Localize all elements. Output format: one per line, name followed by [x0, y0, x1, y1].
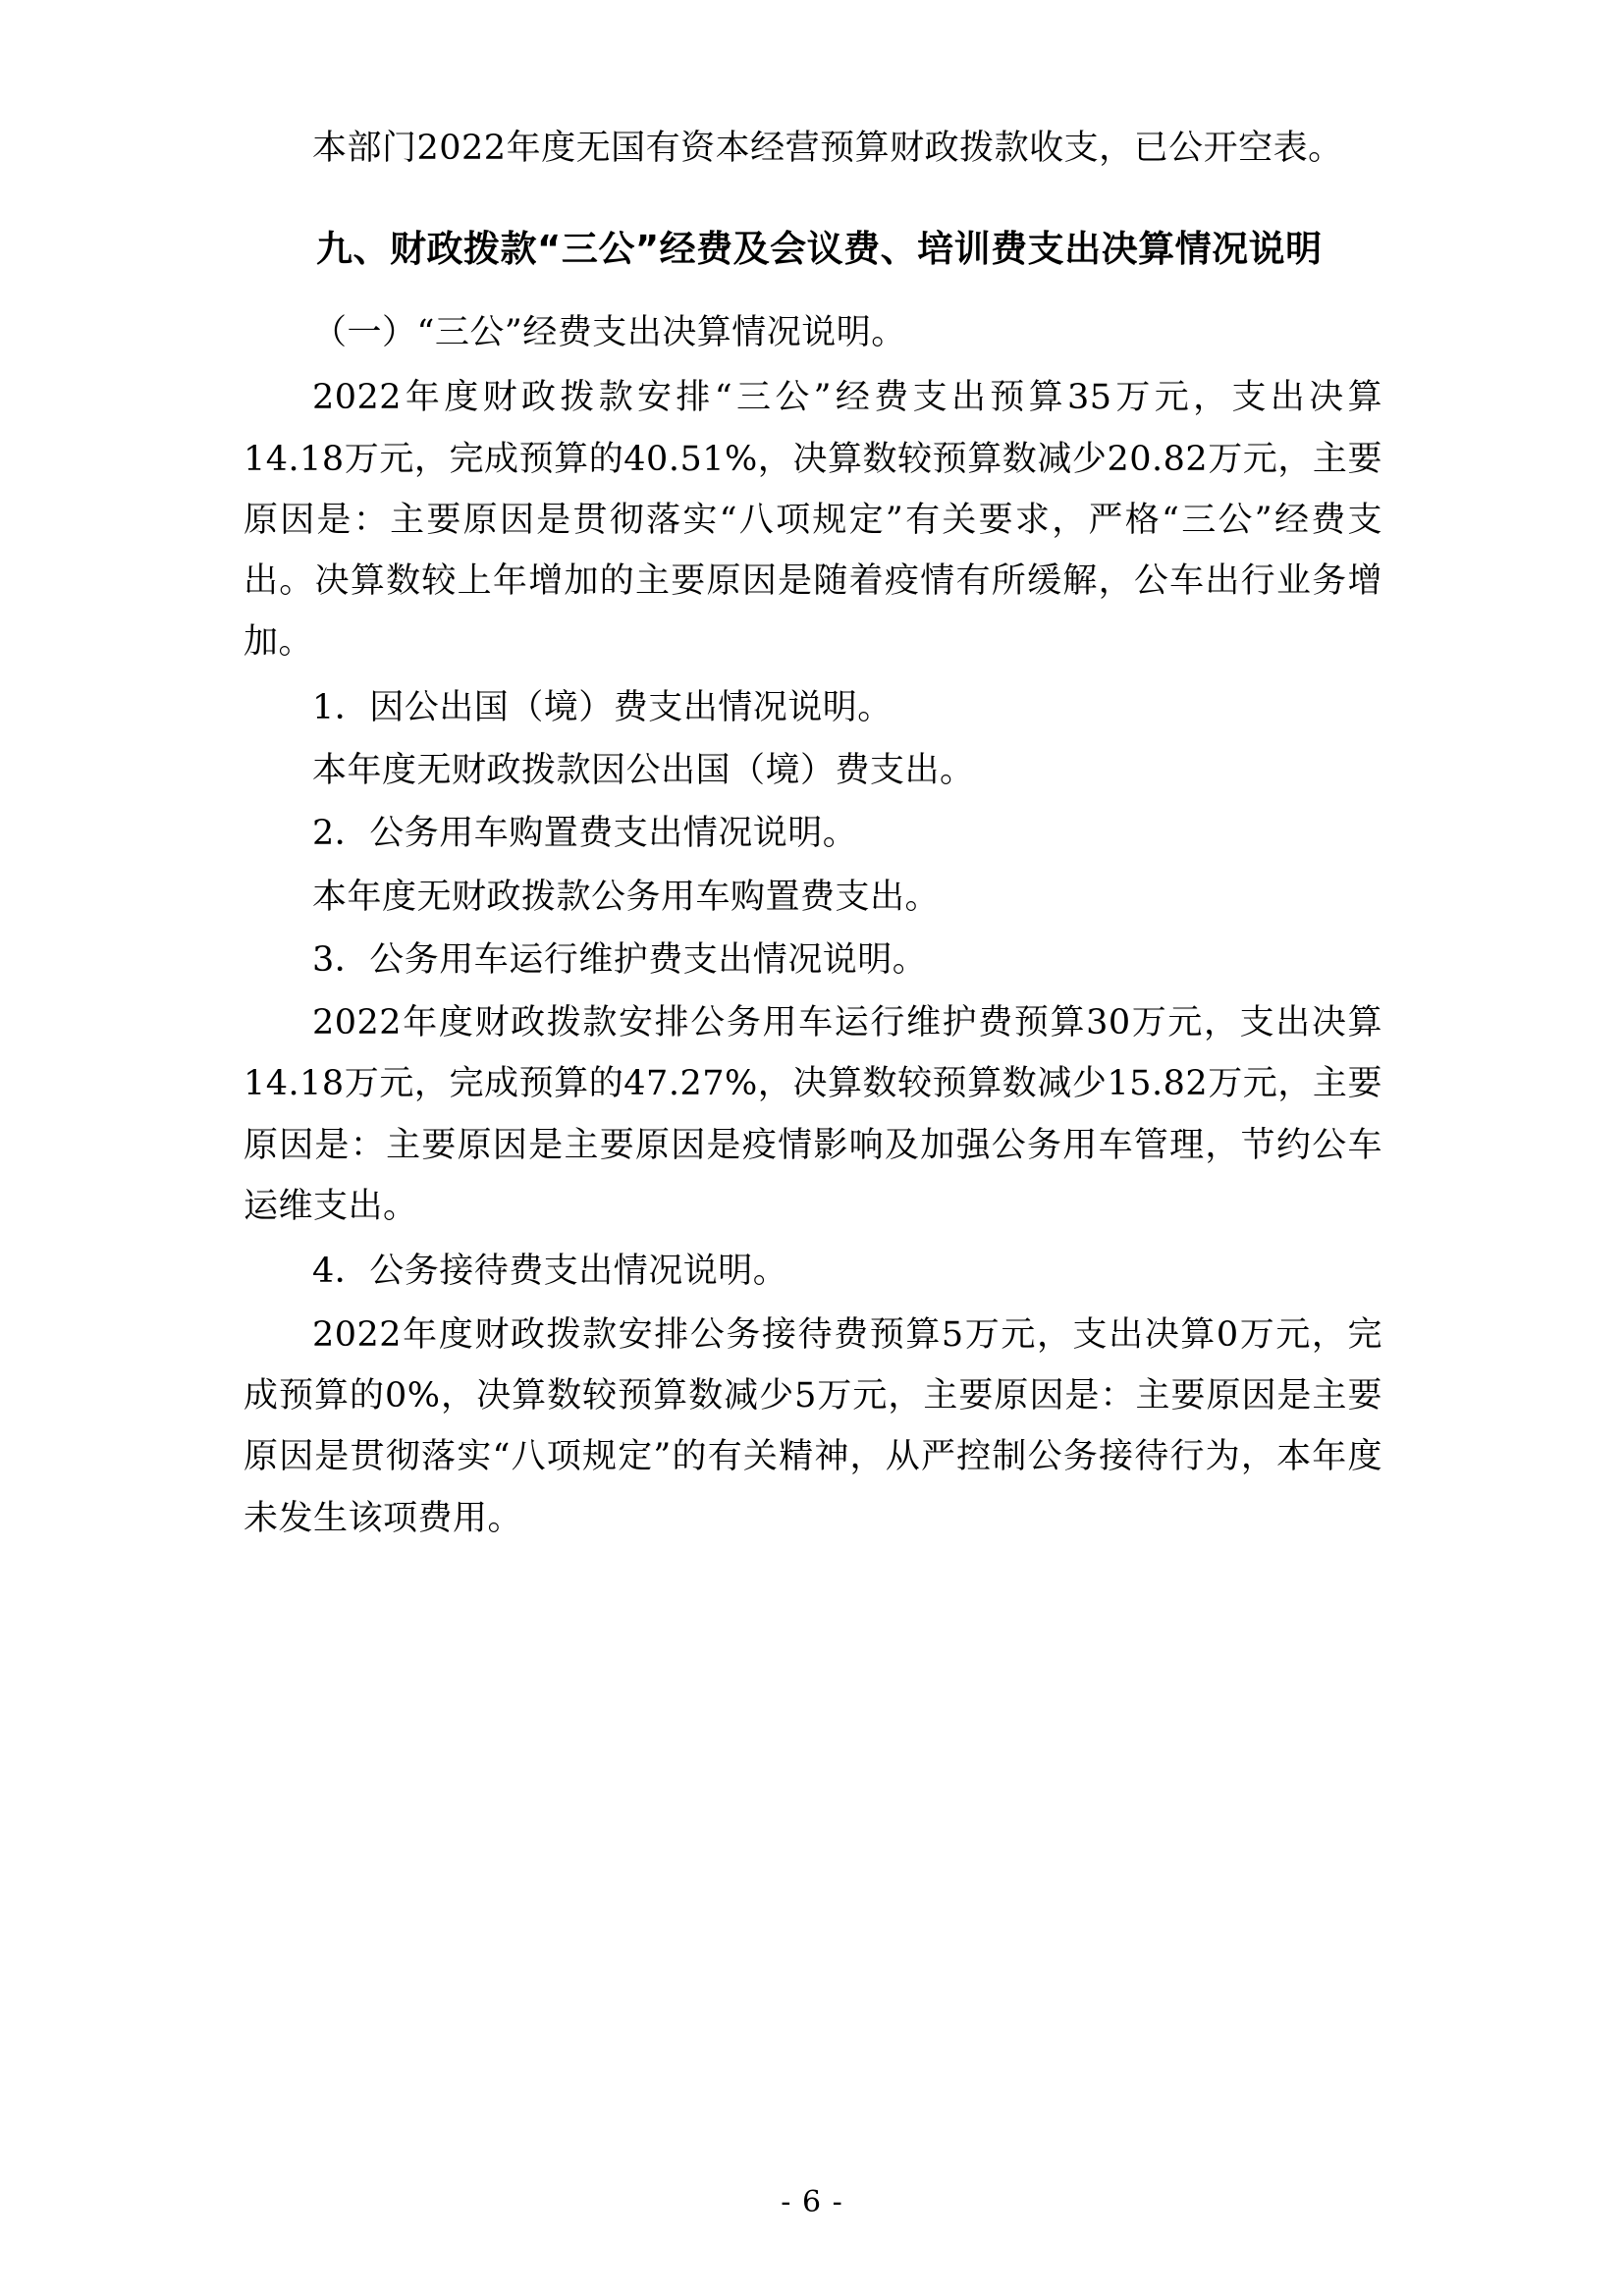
- item-3-vehicle-maintenance-body: 2022年度财政拨款安排公务用车运行维护费预算30万元，支出决算14.18万元，完成预算的47.27%，决算数较预算数减少15.82万元，主要原因是：主要原因是主要原因是疫情影响及加强公务用车管理，节约公车运维支出。: [244, 1003, 1382, 1227]
- item-4-official-reception-title: 4．公务接待费支出情况说明。: [312, 1252, 788, 1292]
- paragraph-state-capital-budget: 本部门2022年度无国有资本经营预算财政拨款收支，已公开空表。: [312, 129, 1343, 168]
- page-body: [244, 118, 1382, 1553]
- item-1-overseas-travel-title: 1．因公出国（境）费支出情况说明。: [312, 687, 893, 727]
- section-heading-nine: 九、财政拨款“三公”经费及会议费、培训费支出决算情况说明: [316, 228, 1323, 271]
- page-number: - 6 -: [781, 2185, 843, 2219]
- item-1-overseas-travel-body: 本年度无财政拨款因公出国（境）费支出。: [312, 751, 975, 790]
- paragraph-three-public-expenses-summary: 2022年度财政拨款安排“三公”经费支出预算35万元，支出决算14.18万元，完成预算的40.51%，决算数较预算数减少20.82万元，主要原因是：主要原因是贯彻落实“八项规定”有关要求，严格“三公”经费支出。决算数较上年增加的主要原因是随着疫情有所缓解，公车出行业务增加。: [244, 378, 1382, 663]
- subsection-heading-one: （一）“三公”经费支出决算情况说明。: [312, 312, 906, 352]
- item-4-official-reception-body: 2022年度财政拨款安排公务接待费预算5万元，支出决算0万元，完成预算的0%，决算数较预算数减少5万元，主要原因是：主要原因是主要原因是贯彻落实“八项规定”的有关精神，从严控制公务接待行为，本年度未发生该项费用。: [244, 1314, 1382, 1538]
- item-3-vehicle-maintenance-title: 3．公务用车运行维护费支出情况说明。: [312, 939, 928, 980]
- item-2-vehicle-purchase-title: 2．公务用车购置费支出情况说明。: [312, 814, 858, 854]
- item-2-vehicle-purchase-body: 本年度无财政拨款公务用车购置费支出。: [312, 877, 941, 917]
